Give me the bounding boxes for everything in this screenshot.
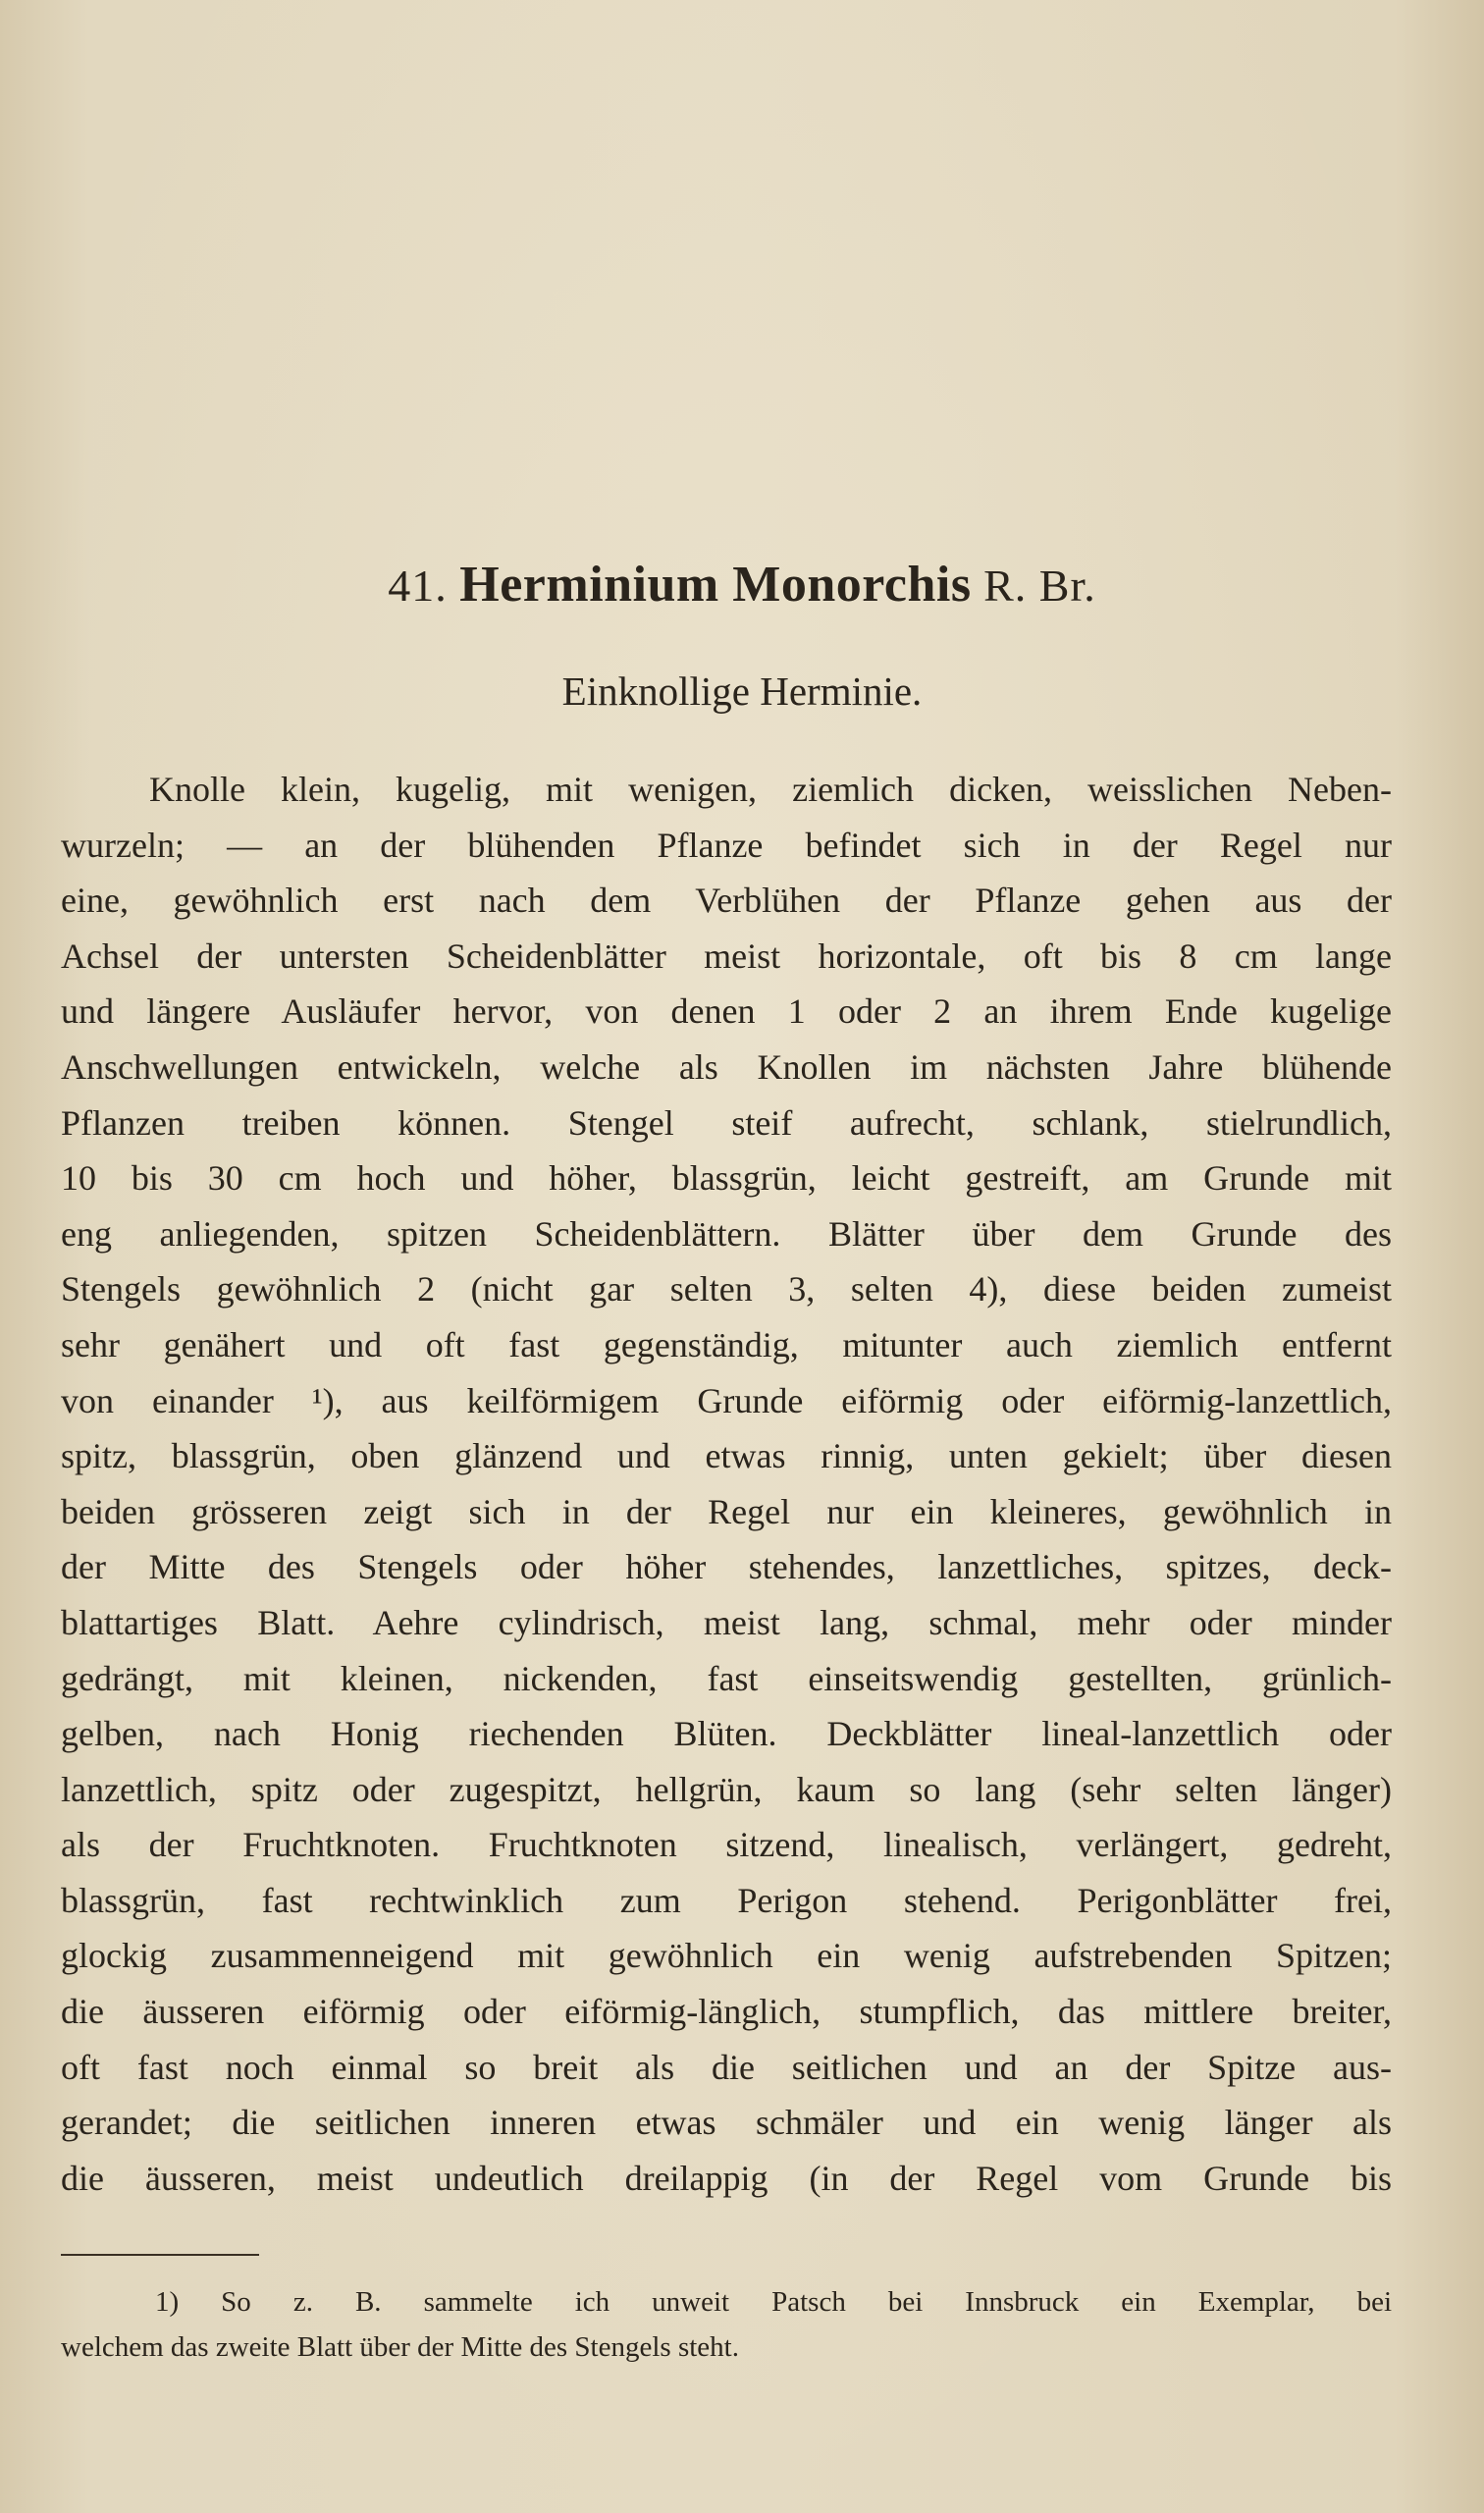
- species-heading: [0, 556, 1484, 615]
- text-line: Achsel der untersten Scheidenblätter meist horizontale, oft bis 8 cm lange: [61, 936, 1392, 976]
- text-line: oft fast noch einmal so breit als die seitlichen und an der Spitze aus-: [61, 2047, 1392, 2087]
- text-line: blattartiges Blatt. Aehre cylindrisch, meist lang, schmal, mehr oder minder: [61, 1602, 1392, 1642]
- text-line: die äusseren, meist undeutlich dreilappig (in der Regel vom Grunde bis: [61, 2158, 1392, 2198]
- text-line: eine, gewöhnlich erst nach dem Verblühen der Pflanze gehen aus der: [61, 881, 1392, 921]
- footnote: [61, 2279, 1392, 2370]
- text-line: Knolle klein, kugelig, mit wenigen, ziemlich dicken, weisslichen Neben-: [149, 770, 1392, 809]
- footnote-divider: [61, 2254, 259, 2256]
- text-line: Anschwellungen entwickeln, welche als Knollen im nächsten Jahre blühende: [61, 1046, 1392, 1087]
- footnote-line: 1) So z. B. sammelte ich unweit Patsch bei Innsbruck ein Exemplar, bei: [155, 2286, 1392, 2318]
- text-line: sehr genähert und oft fast gegenständig, mitunter auch ziemlich entfernt: [61, 1324, 1392, 1364]
- text-line: Pflanzen treiben können. Stengel steif aufrecht, schlank, stielrundlich,: [61, 1102, 1392, 1143]
- text-line: Stengels gewöhnlich 2 (nicht gar selten 3, selten 4), diese beiden zumeist: [61, 1269, 1392, 1310]
- text-line: als der Fruchtknoten. Fruchtknoten sitzend, linealisch, verlängert, gedreht,: [61, 1825, 1392, 1865]
- text-line: gedrängt, mit kleinen, nickenden, fast einseitswendig gestellten, grünlich-: [61, 1658, 1392, 1698]
- text-line: gerandet; die seitlichen inneren etwas schmäler und ein wenig länger als: [61, 2103, 1392, 2143]
- species-name: Herminium Monorchis: [459, 557, 972, 613]
- text-line: 10 bis 30 cm hoch und höher, blassgrün, leicht gestreift, am Grunde mit: [61, 1158, 1392, 1199]
- common-name: Einknollige Herminie.: [561, 668, 923, 714]
- text-line: die äusseren eiförmig oder eiförmig-länglich, stumpflich, das mittlere breiter,: [61, 1992, 1392, 2032]
- text-line: glockig zusammenneigend mit gewöhnlich ein wenig aufstrebenden Spitzen;: [61, 1936, 1392, 1976]
- description-paragraph: [61, 762, 1392, 2206]
- text-line: beiden grösseren zeigt sich in der Regel nur ein kleineres, gewöhnlich in: [61, 1491, 1392, 1531]
- text-line: blassgrün, fast rechtwinklich zum Perigon stehend. Perigonblätter frei,: [61, 1880, 1392, 1920]
- text-line: der Mitte des Stengels oder höher stehendes, lanzettliches, spitzes, deck-: [61, 1547, 1392, 1587]
- text-line: wurzeln; — an der blühenden Pflanze befindet sich in der Regel nur: [61, 825, 1392, 865]
- text-line: von einander ¹), aus keilförmigem Grunde eiförmig oder eiförmig-lanzettlich,: [61, 1380, 1392, 1420]
- text-line: gelben, nach Honig riechenden Blüten. Deckblätter lineal-lanzettlich oder: [61, 1714, 1392, 1754]
- text-line: eng anliegenden, spitzen Scheidenblättern. Blätter über dem Grunde des: [61, 1213, 1392, 1254]
- text-line: lanzettlich, spitz oder zugespitzt, hellgrün, kaum so lang (sehr selten länger): [61, 1769, 1392, 1809]
- text-line: spitz, blassgrün, oben glänzend und etwas rinnig, unten gekielt; über diesen: [61, 1436, 1392, 1476]
- text-line: und längere Ausläufer hervor, von denen 1 oder 2 an ihrem Ende kugelige: [61, 991, 1392, 1032]
- species-number: 41.: [388, 561, 448, 611]
- footnote-line: welchem das zweite Blatt über der Mitte des Stengels steht.: [61, 2331, 739, 2363]
- species-author: R. Br.: [983, 561, 1096, 611]
